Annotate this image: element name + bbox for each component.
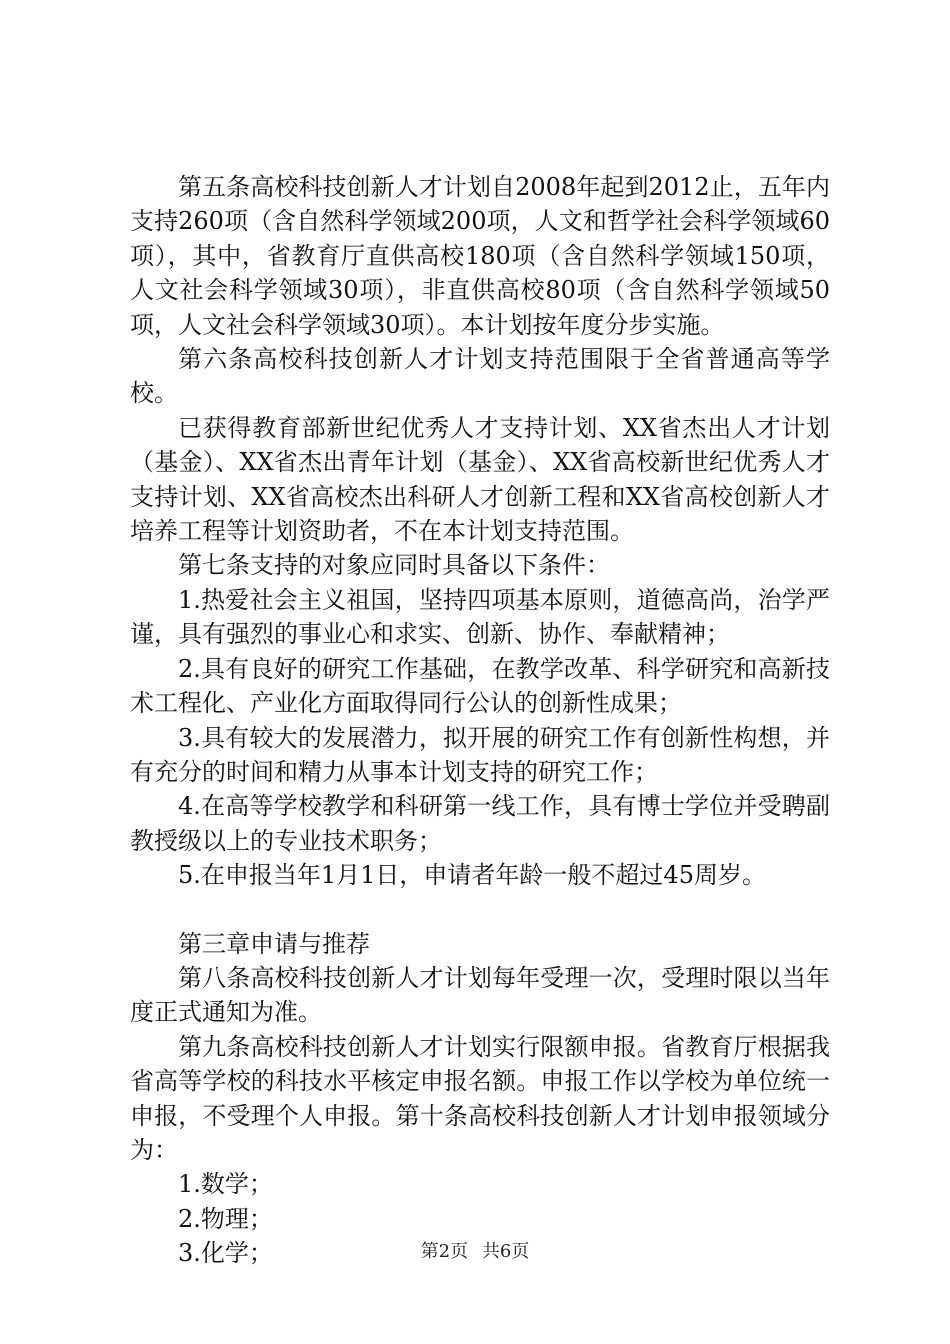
paragraph-exclusion: 已获得教育部新世纪优秀人才支持计划、XX省杰出人才计划（基金）、XX省杰出青年计划（基金）、XX省高校新世纪优秀人才支持计划、XX省高校杰出科研人才创新工程和XX省高校创新人才培养工程等计划资助者，不在本计划支持范围。 xyxy=(130,413,830,546)
condition-item-3: 3.具有较大的发展潜力，拟开展的研究工作有创新性构想，并有充分的时间和精力从事本计划支持的研究工作； xyxy=(130,723,830,786)
paragraph-article-5: 第五条高校科技创新人才计划自2008年起到2012止，五年内支持260项（含自然科学领域200项，人文和哲学社会科学领域60项），其中，省教育厅直供高校180项（含自然科学领域150项，人文社会科学领域30项），非直供高校80项（含自然科学领域50项，人文社会科学领域30项）。本计划按年度分步实施。 xyxy=(130,173,830,339)
chapter-title: 第三章申请与推荐 xyxy=(178,929,370,958)
page-total: 共6页 xyxy=(481,1241,530,1262)
field-item-physics: 2.物理； xyxy=(178,1204,273,1233)
paragraph-article-9-10: 第九条高校科技创新人才计划实行限额申报。省教育厅根据我省高等学校的科技水平核定申报名额。申报工作以学校为单位统一申报，不受理个人申报。第十条高校科技创新人才计划申报领域分为： xyxy=(130,1032,830,1164)
paragraph-article-6: 第六条高校科技创新人才计划支持范围限于全省普通高等学校。 xyxy=(130,345,830,408)
page-footer xyxy=(0,1240,950,1264)
condition-item-4: 4.在高等学校教学和科研第一线工作，具有博士学位并受聘副教授级以上的专业技术职务； xyxy=(130,792,830,855)
condition-item-1: 1.热爱社会主义祖国，坚持四项基本原则，道德高尚，治学严谨，具有强烈的事业心和求实、创新、协作、奉献精神； xyxy=(130,585,830,649)
field-item-math: 1.数学； xyxy=(178,1170,273,1199)
paragraph-article-7: 第七条支持的对象应同时具备以下条件： xyxy=(178,551,610,580)
field-item-chemistry: 3.化学； xyxy=(178,1239,273,1268)
paragraph-spacer xyxy=(130,893,830,927)
paragraph-article-8: 第八条高校科技创新人才计划每年受理一次，受理时限以当年度正式通知为准。 xyxy=(130,963,830,1027)
condition-item-2: 2.具有良好的研究工作基础，在教学改革、科学研究和高新技术工程化、产业化方面取得同行公认的创新性成果； xyxy=(130,654,830,718)
document-body xyxy=(130,170,830,1271)
condition-item-5: 5.在申报当年1月1日，申请者年龄一般不超过45周岁。 xyxy=(178,861,766,890)
page-number: 第2页 xyxy=(420,1241,469,1262)
